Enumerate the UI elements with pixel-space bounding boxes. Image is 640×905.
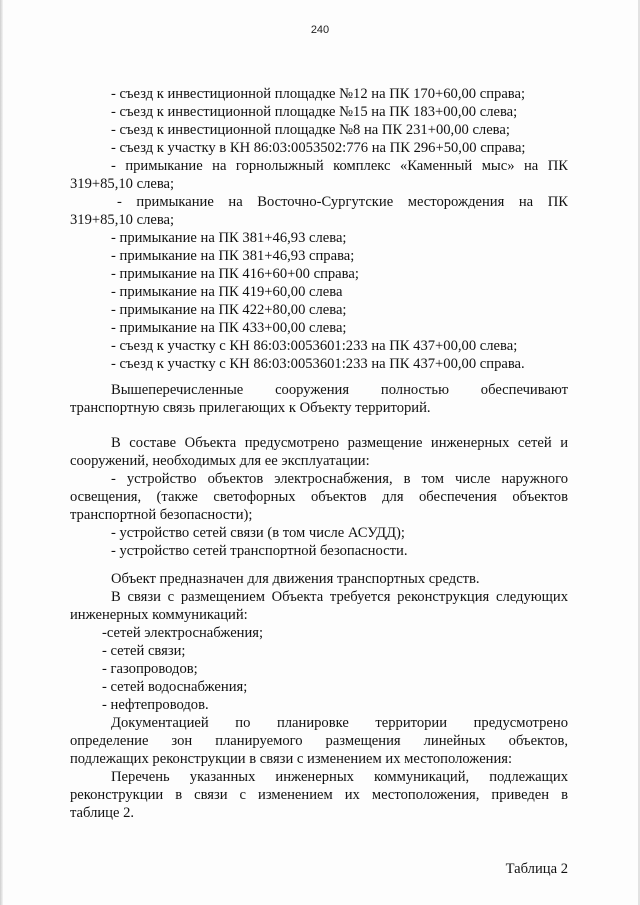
list-item: - устройство сетей транспортной безопасности. (111, 543, 408, 559)
list-item: - съезд к инвестиционной площадке №12 на ПК 170+60,00 справа; (111, 86, 526, 102)
paragraph-line: В связи с размещением Объекта требуется реконструкция следующих (111, 589, 568, 605)
table-caption: Таблица 2 (505, 861, 568, 877)
list-item: - нефтепроводов. (102, 697, 209, 713)
paragraph-line: таблице 2. (70, 805, 135, 821)
paragraph-line: инженерных коммуникаций: (70, 607, 248, 623)
paragraph-line: подлежащих реконструкции в связи с изменением их местоположения: (70, 751, 513, 767)
list-item: - съезд к инвестиционной площадке №8 на ПК 231+00,00 слева; (111, 122, 510, 138)
list-item: - устройство объектов электроснабжения, в том числе наружного (111, 471, 568, 487)
list-item: - съезд к инвестиционной площадке №15 на ПК 183+00,00 слева; (111, 104, 518, 120)
list-item: - примыкание на ПК 381+46,93 слева; (111, 230, 347, 246)
page-number: 240 (310, 24, 330, 36)
list-item: - сетей связи; (102, 643, 186, 659)
paragraph-line: Вышеперечисленные сооружения полностью обеспечивают (111, 382, 568, 398)
paragraph-line: реконструкции в связи с изменением их местоположения, приведен в (70, 787, 568, 803)
list-item-continuation: транспортной безопасности); (70, 507, 253, 523)
list-item: - примыкание на ПК 422+80,00 слева; (111, 302, 347, 318)
paragraph-line: Документацией по планировке территории предусмотрено (111, 715, 568, 731)
paragraph-line: Перечень указанных инженерных коммуникаций, подлежащих (111, 769, 568, 785)
list-item: - съезд к участку в КН 86:03:0053502:776 на ПК 296+50,00 справа; (111, 140, 526, 156)
list-item: -сетей электроснабжения; (102, 625, 264, 641)
paragraph-line: транспортную связь прилегающих к Объекту территорий. (70, 400, 431, 416)
list-item-continuation: 319+85,10 слева; (70, 176, 175, 192)
list-item: - устройство сетей связи (в том числе АСУДД); (111, 525, 405, 541)
list-item: - примыкание на ПК 419+60,00 слева (111, 284, 343, 300)
scan-edge-left (0, 0, 3, 905)
list-item: - сетей водоснабжения; (102, 679, 248, 695)
list-item: - съезд к участку с КН 86:03:0053601:233 на ПК 437+00,00 слева; (111, 338, 518, 354)
paragraph-line: определение зон планируемого размещения линейных объектов, (70, 733, 568, 749)
list-item: - примыкание на ПК 381+46,93 справа; (111, 248, 355, 264)
list-item: - примыкание на ПК 433+00,00 слева; (111, 320, 347, 336)
paragraph-line: Объект предназначен для движения транспортных средств. (111, 571, 480, 587)
list-item: - газопроводов; (102, 661, 198, 677)
paragraph-engineering-networks (70, 434, 568, 560)
list-item-continuation: 319+85,10 слева; (70, 212, 175, 228)
list-item: - примыкание на Восточно-Сургутские месторождения на ПК (117, 194, 568, 210)
paragraph-line: В составе Объекта предусмотрено размещение инженерных сетей и (111, 435, 568, 451)
junctions-list (70, 85, 568, 373)
paragraph-reconstruction (70, 570, 568, 822)
paragraph-transport-link (70, 381, 568, 417)
list-item-continuation: освещения, (также светофорных объектов для обеспечения объектов (70, 489, 568, 505)
list-item: - примыкание на горнолыжный комплекс «Каменный мыс» на ПК (111, 158, 568, 174)
paragraph-line: сооружений, необходимых для ее эксплуатации: (70, 453, 370, 469)
list-item: - съезд к участку с КН 86:03:0053601:233 на ПК 437+00,00 справа. (111, 356, 525, 372)
list-item: - примыкание на ПК 416+60+00 справа; (111, 266, 359, 282)
